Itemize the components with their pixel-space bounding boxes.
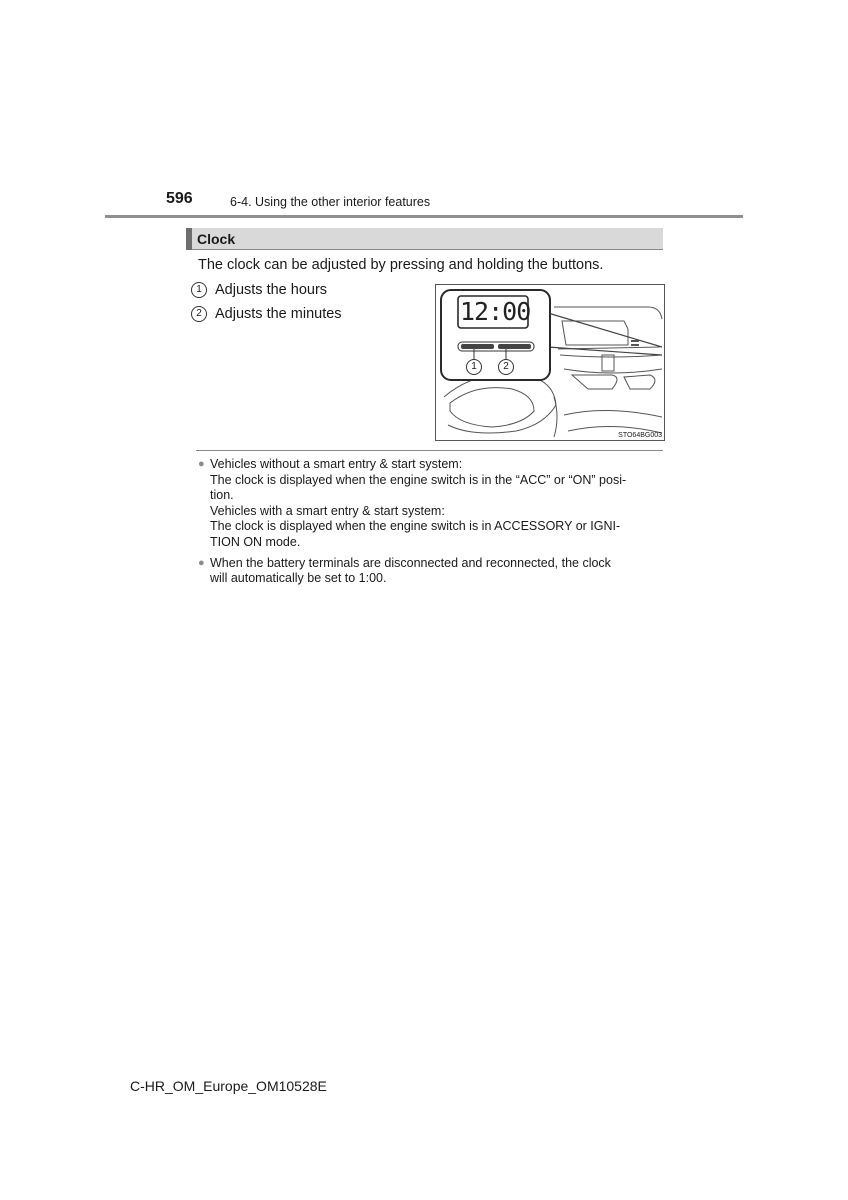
note-line: TION ON mode. (210, 534, 301, 549)
note-line: Vehicles without a smart entry & start system: (210, 457, 463, 471)
section-title: 6-4. Using the other interior features (230, 195, 431, 209)
bullet-icon: ● (198, 556, 205, 569)
callout-1-icon: 1 (466, 359, 482, 375)
notes (198, 457, 663, 592)
callout-2-icon: 2 (498, 359, 514, 375)
list-item-label: Adjusts the minutes (215, 306, 342, 322)
clock-heading: Clock (197, 231, 236, 247)
clock-intro: The clock can be adjusted by pressing and holding the buttons. (198, 257, 604, 273)
clock-display-time: 12:00 (460, 297, 531, 326)
note-item (198, 556, 663, 587)
note-item (198, 457, 663, 551)
list-item-minutes (191, 306, 342, 322)
note-line: The clock is displayed when the engine switch is in the “ACC” or “ON” posi- (210, 472, 627, 487)
callout-number-icon: 1 (191, 282, 207, 298)
header-divider (105, 215, 743, 218)
clock-heading-bar (186, 228, 663, 250)
bullet-icon: ● (198, 458, 205, 470)
note-line: Vehicles with a smart entry & start system: (210, 503, 445, 518)
note-line: will automatically be set to 1:00. (210, 571, 387, 586)
heading-underline (192, 249, 663, 250)
note-line: The clock is displayed when the engine switch is in ACCESSORY or IGNI- (210, 519, 621, 534)
note-line: tion. (210, 488, 234, 503)
figure-code: STO64BG003 (618, 432, 662, 439)
figure-divider (196, 450, 663, 451)
note-line: When the battery terminals are disconnected and reconnected, the clock (210, 555, 611, 570)
list-item-hours (191, 282, 327, 298)
list-item-label: Adjusts the hours (215, 282, 328, 298)
heading-accent (186, 228, 192, 250)
clock-figure (435, 284, 665, 441)
callout-number-icon: 2 (191, 306, 207, 322)
page-number: 596 (166, 190, 193, 207)
footer-doc-id: C-HR_OM_Europe_OM10528E (130, 1078, 327, 1094)
